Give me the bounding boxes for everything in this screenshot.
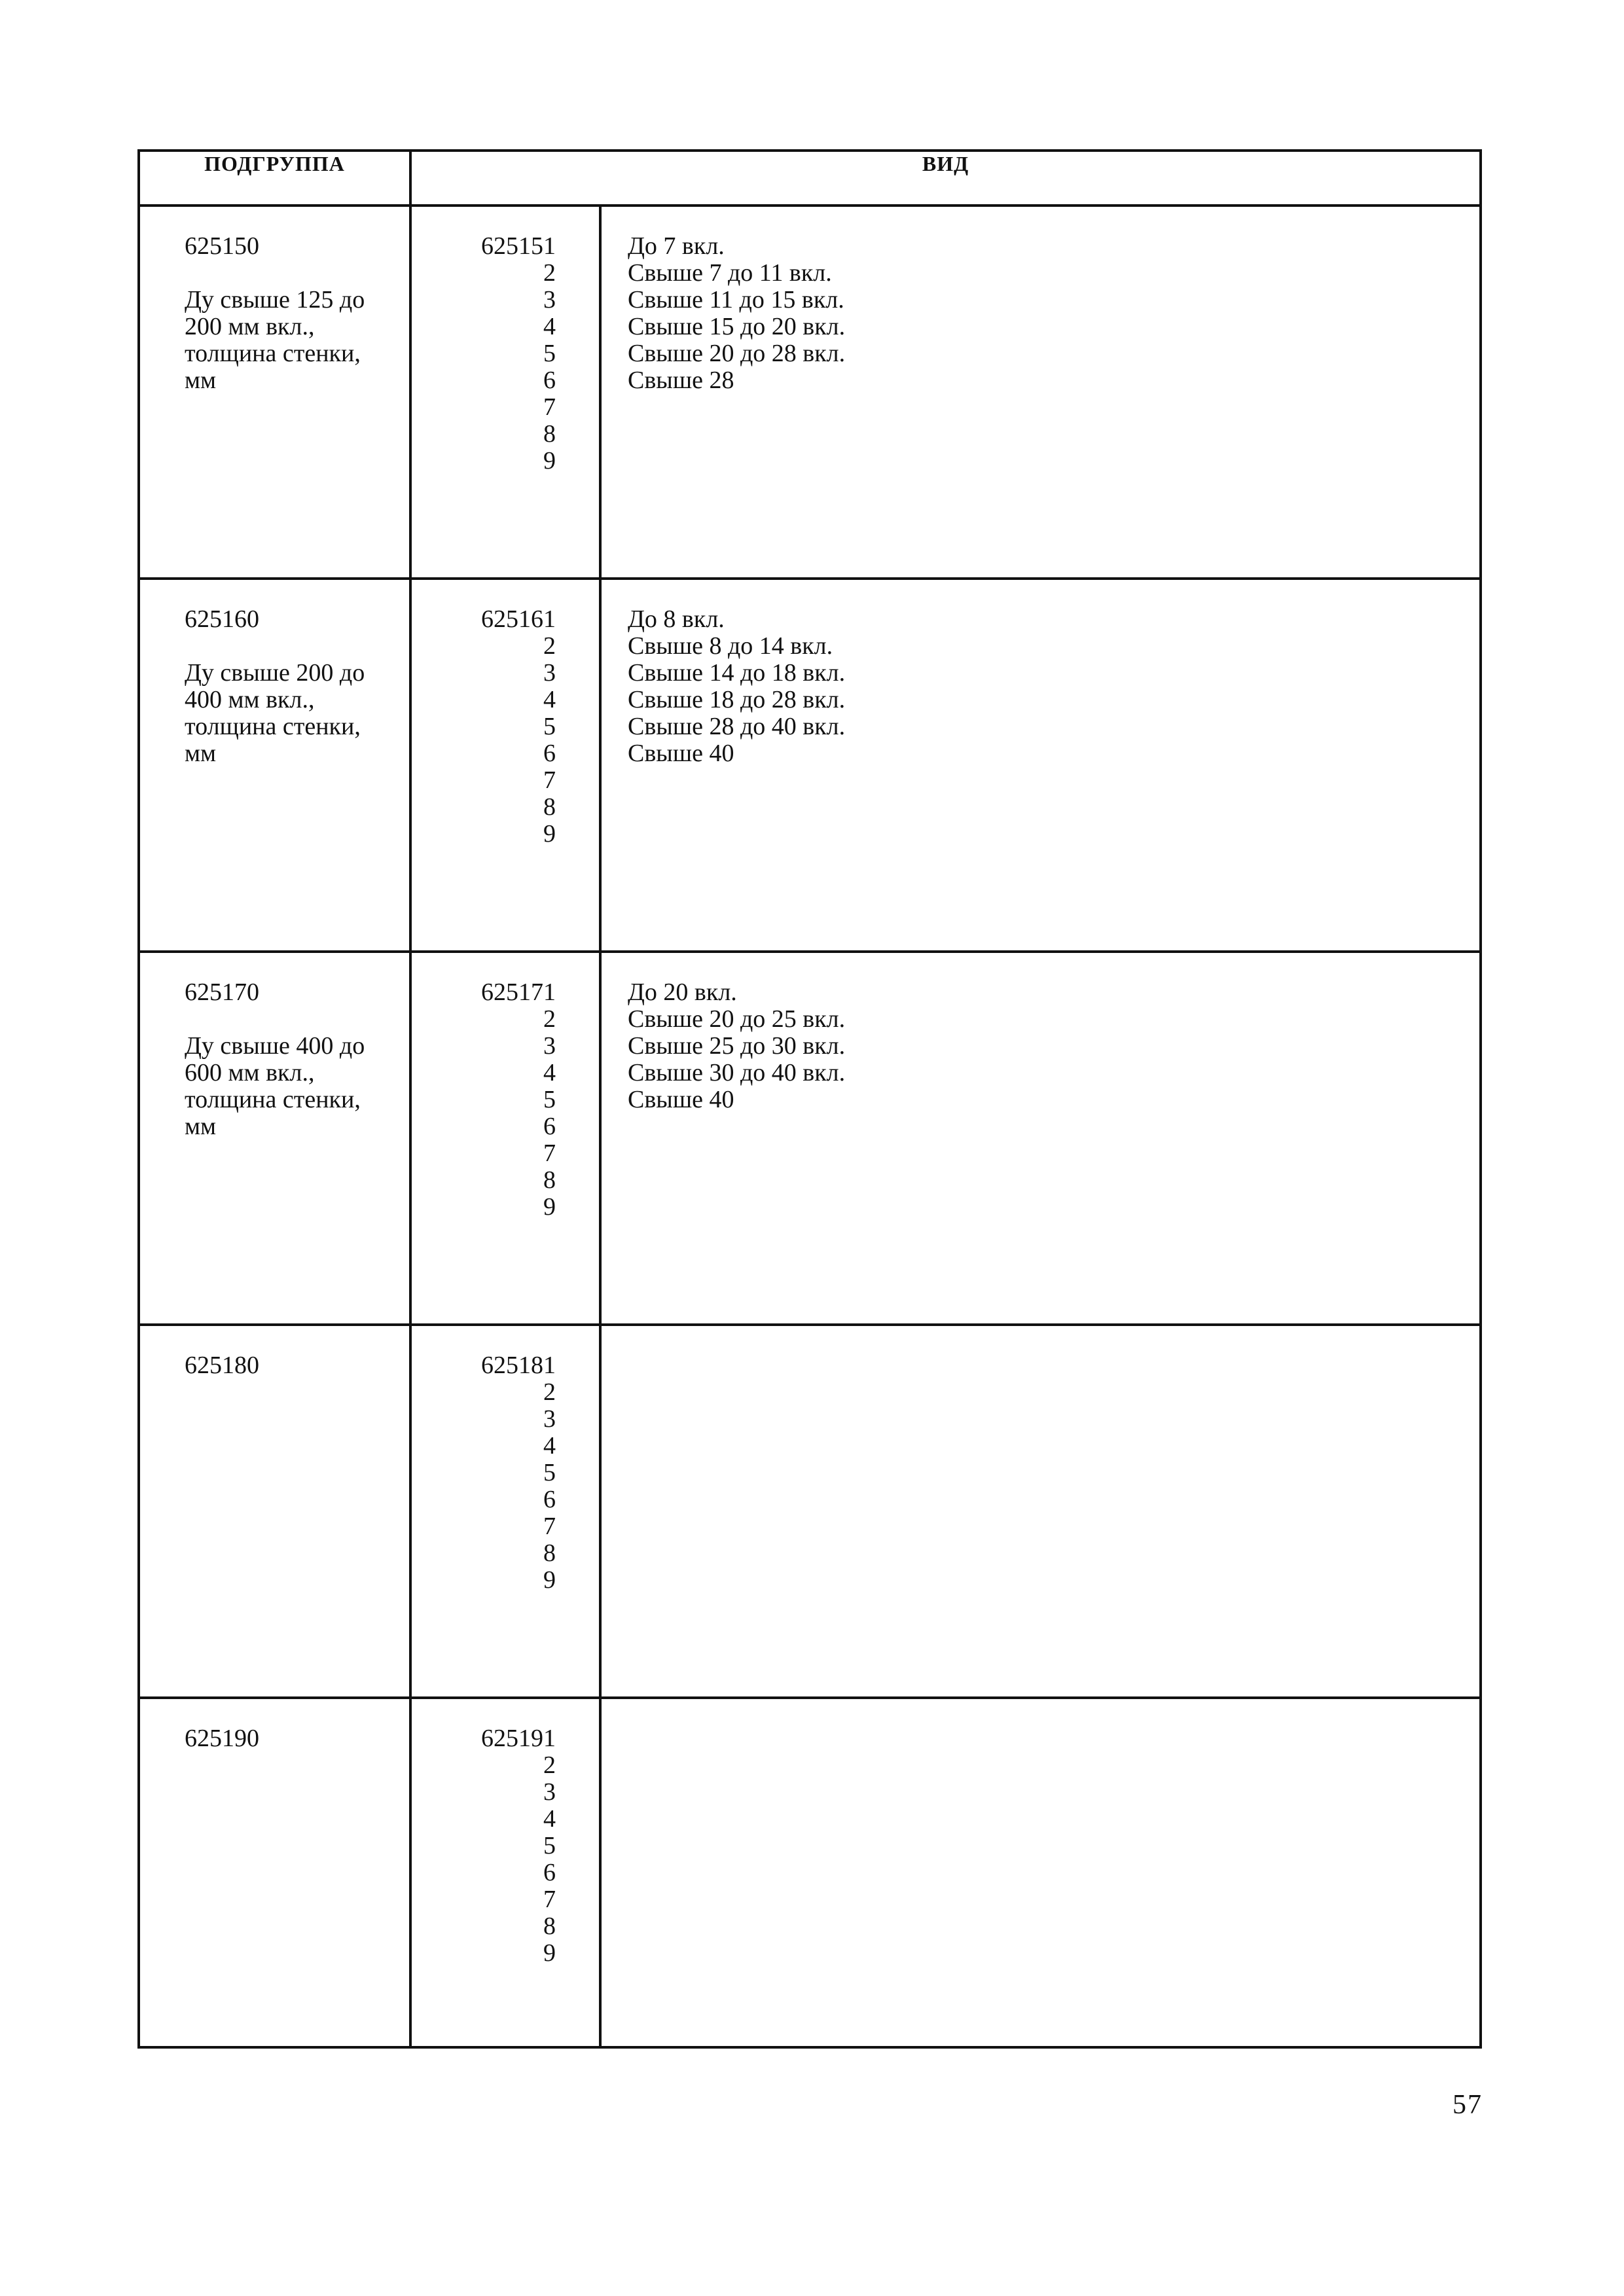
kind-code: 6 — [543, 1113, 556, 1140]
kind-code: 2 — [543, 1378, 556, 1406]
subgroup-code: 625160 — [185, 605, 259, 633]
kind-code: 5 — [543, 1832, 556, 1859]
table-body — [139, 206, 1481, 2047]
kind-code: 9 — [543, 820, 556, 848]
kind-code: 5 — [543, 713, 556, 740]
kind-code: 4 — [543, 1432, 556, 1460]
subgroup-description: Ду свыше 125 до 200 мм вкл., толщина стенки, мм — [185, 286, 365, 394]
kind-code: 2 — [543, 259, 556, 287]
kind-code: 8 — [543, 1166, 556, 1194]
kind-code: 3 — [543, 286, 556, 314]
kind-description: Свыше 20 до 28 вкл. — [628, 340, 846, 367]
table-row — [139, 579, 1481, 952]
kind-description: Свыше 30 до 40 вкл. — [628, 1059, 846, 1086]
kind-code: 2 — [543, 1005, 556, 1033]
subgroup-code: 625190 — [185, 1725, 259, 1752]
kind-description: До 20 вкл. — [628, 978, 737, 1006]
kinds-cell — [600, 952, 1481, 1325]
kind-code: 4 — [543, 1805, 556, 1833]
subgroup-description: Ду свыше 400 до 600 мм вкл., толщина стенки, мм — [185, 1032, 365, 1140]
kind-code: 625171 — [481, 978, 556, 1006]
kind-description: Свыше 20 до 25 вкл. — [628, 1005, 846, 1033]
kind-code: 625191 — [481, 1725, 556, 1752]
kind-code: 4 — [543, 1059, 556, 1086]
kind-description: Свыше 8 до 14 вкл. — [628, 632, 833, 660]
table-row — [139, 952, 1481, 1325]
kind-code: 9 — [543, 447, 556, 475]
kind-code: 7 — [543, 1886, 556, 1913]
subgroup-description: Ду свыше 200 до 400 мм вкл., толщина стенки, мм — [185, 659, 365, 767]
kind-code: 3 — [543, 659, 556, 687]
kind-code: 2 — [543, 632, 556, 660]
kind-description: До 8 вкл. — [628, 605, 725, 633]
page-number: 57 — [1453, 2090, 1483, 2120]
kind-code: 8 — [543, 420, 556, 448]
kind-code: 6 — [543, 1859, 556, 1886]
kind-code: 625151 — [481, 232, 556, 260]
subgroup-code: 625180 — [185, 1352, 259, 1379]
kind-code: 7 — [543, 393, 556, 421]
table-row — [139, 206, 1481, 579]
kind-code: 6 — [543, 740, 556, 767]
kind-code: 7 — [543, 1513, 556, 1540]
subgroup-code: 625170 — [185, 978, 259, 1006]
kind-code: 9 — [543, 1566, 556, 1594]
kinds-cell — [600, 1698, 1481, 2047]
kind-code: 2 — [543, 1751, 556, 1779]
kind-description: Свыше 14 до 18 вкл. — [628, 659, 846, 687]
classification-table — [137, 149, 1482, 2049]
kind-code: 8 — [543, 1912, 556, 1940]
kind-code: 3 — [543, 1405, 556, 1433]
subgroup-cell — [139, 579, 410, 952]
table-header-row — [139, 151, 1481, 206]
codes-cell — [410, 1698, 600, 2047]
subgroup-cell — [139, 1698, 410, 2047]
kind-description: Свыше 15 до 20 вкл. — [628, 313, 846, 340]
kind-code: 3 — [543, 1778, 556, 1806]
subgroup-code: 625150 — [185, 232, 259, 260]
kinds-cell — [600, 579, 1481, 952]
subgroup-cell — [139, 206, 410, 579]
kind-code: 9 — [543, 1193, 556, 1221]
codes-cell — [410, 579, 600, 952]
kind-code: 6 — [543, 367, 556, 394]
kind-code: 7 — [543, 766, 556, 794]
kind-code: 9 — [543, 1939, 556, 1967]
kind-description: Свыше 40 — [628, 740, 734, 767]
kind-description: Свыше 7 до 11 вкл. — [628, 259, 832, 287]
kind-description: Свыше 28 до 40 вкл. — [628, 713, 846, 740]
subgroup-cell — [139, 952, 410, 1325]
codes-cell — [410, 1325, 600, 1698]
kind-description: Свыше 25 до 30 вкл. — [628, 1032, 846, 1060]
subgroup-header: ПОДГРУППА — [139, 151, 410, 206]
codes-cell — [410, 952, 600, 1325]
kind-code: 7 — [543, 1139, 556, 1167]
kind-code: 5 — [543, 1086, 556, 1113]
kind-description: Свыше 11 до 15 вкл. — [628, 286, 844, 314]
kind-code: 3 — [543, 1032, 556, 1060]
kinds-cell — [600, 206, 1481, 579]
subgroup-cell — [139, 1325, 410, 1698]
kind-code: 4 — [543, 313, 556, 340]
kind-code: 4 — [543, 686, 556, 713]
kind-code: 5 — [543, 340, 556, 367]
table-row — [139, 1698, 1481, 2047]
kind-code: 6 — [543, 1486, 556, 1513]
kind-code: 8 — [543, 1539, 556, 1567]
kind-code: 625181 — [481, 1352, 556, 1379]
kind-description: Свыше 28 — [628, 367, 734, 394]
kind-code: 5 — [543, 1459, 556, 1486]
table-row — [139, 1325, 1481, 1698]
kind-description: Свыше 18 до 28 вкл. — [628, 686, 846, 713]
kind-description: Свыше 40 — [628, 1086, 734, 1113]
kind-code: 625161 — [481, 605, 556, 633]
kind-description: До 7 вкл. — [628, 232, 725, 260]
codes-cell — [410, 206, 600, 579]
kind-code: 8 — [543, 793, 556, 821]
kinds-cell — [600, 1325, 1481, 1698]
kind-header: ВИД — [410, 151, 1481, 206]
